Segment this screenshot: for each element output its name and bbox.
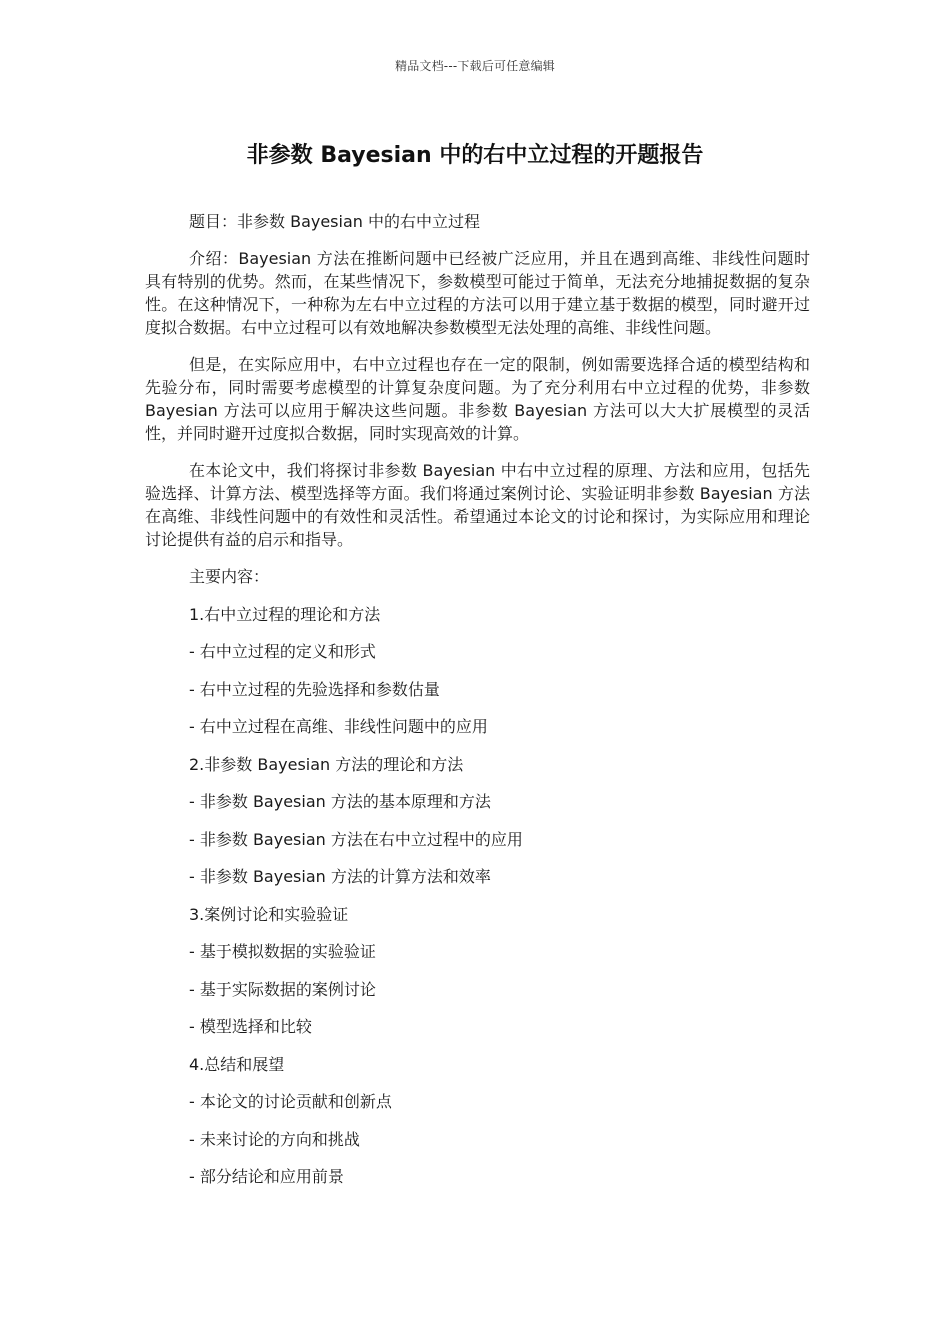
outline-item: - 部分结论和应用前景: [189, 1167, 344, 1186]
limitation-paragraph: 但是，在实际应用中，右中立过程也存在一定的限制，例如需要选择合适的模型结构和先验分布，同时需要考虑模型的计算复杂度问题。为了充分利用右中立过程的优势，非参数 Bayesian 方法可以应用于解决这些问题。非参数 Bayesian 方法可以大大扩展模型的灵活性，并同时避开过度拟合数据，同时实现高效的计算。: [145, 355, 810, 443]
outline-item: - 非参数 Bayesian 方法的计算方法和效率: [189, 867, 491, 886]
outline-heading: 主要内容：: [189, 567, 270, 586]
outline-item: - 未来讨论的方向和挑战: [189, 1129, 360, 1149]
outline-item: - 本论文的讨论贡献和创新点: [189, 1092, 392, 1111]
outline-section: 3.案例讨论和实验验证: [189, 904, 349, 924]
outline-section: 4.总结和展望: [189, 1054, 285, 1074]
document-body: [145, 210, 810, 1203]
header-note: 精品文档---下载后可任意编辑: [395, 59, 555, 73]
outline-item: - 右中立过程在高维、非线性问题中的应用: [189, 717, 488, 736]
outline-item: - 基于模拟数据的实验验证: [189, 942, 376, 961]
outline-item: - 非参数 Bayesian 方法在右中立过程中的应用: [189, 829, 523, 849]
outline-section: 1.右中立过程的理论和方法: [189, 604, 381, 624]
outline-item: - 右中立过程的定义和形式: [189, 642, 376, 661]
topic-line: 题目：非参数 Bayesian 中的右中立过程: [189, 212, 480, 231]
outline-item: - 非参数 Bayesian 方法的基本原理和方法: [189, 792, 491, 811]
outline-item: - 基于实际数据的案例讨论: [189, 979, 376, 999]
outline-item: - 模型选择和比较: [189, 1017, 312, 1036]
document-title: 非参数 Bayesian 中的右中立过程的开题报告: [246, 143, 704, 168]
outline-item: - 右中立过程的先验选择和参数估量: [189, 679, 440, 699]
intro-paragraph: 介绍：Bayesian 方法在推断问题中已经被广泛应用，并且在遇到高维、非线性问题时具有特别的优势。然而，在某些情况下，参数模型可能过于简单，无法充分地捕捉数据的复杂性。在这种情况下，一种称为左右中立过程的方法可以用于建立基于数据的模型，同时避开过度拟合数据。右中立过程可以有效地解决参数模型无法处理的高维、非线性问题。: [145, 249, 810, 337]
scope-paragraph: 在本论文中，我们将探讨非参数 Bayesian 中右中立过程的原理、方法和应用，包括先验选择、计算方法、模型选择等方面。我们将通过案例讨论、实验证明非参数 Bayesian 方法在高维、非线性问题中的有效性和灵活性。希望通过本论文的讨论和探讨，为实际应用和理论讨论提供有益的启示和指导。: [145, 461, 810, 549]
outline-section: 2.非参数 Bayesian 方法的理论和方法: [189, 754, 464, 774]
